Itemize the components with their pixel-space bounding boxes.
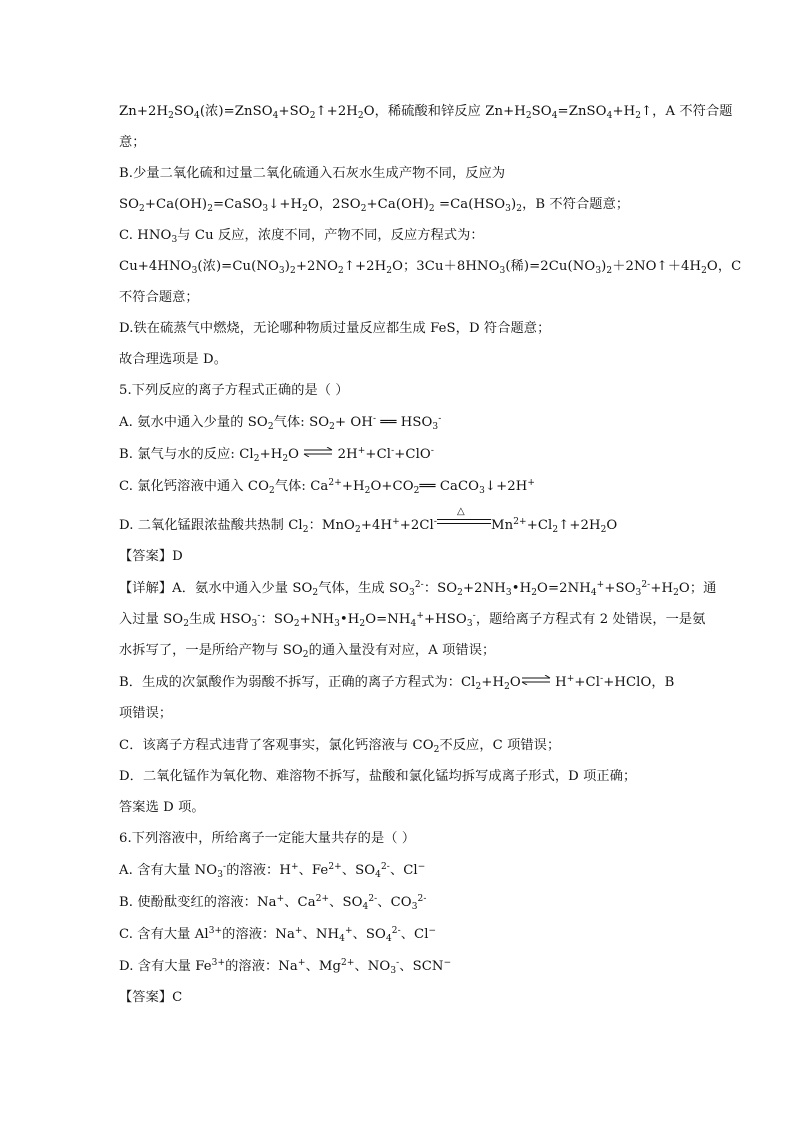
explanation-line: 水拆写了，一是所给产物与 $SO_2$的通入量没有对应，A 项错误； <box>119 643 496 660</box>
explanation-line: 入过量 $SO_2$生成 $HSO_3^-$：$SO_2+NH_3•H_2O=NH_4^++HSO_3^-$，题给离子方程式有 2 处错误，一是氨 <box>119 611 706 629</box>
explanation-line: 项错误； <box>119 706 173 721</box>
explanation-line: 【详解】A．氨水中通入少量 $SO_2$气体，生成 $SO_3^{2-}$：$SO_2+2NH_3•H_2O=2NH_4^++SO_3^{2-}+H_2O$；通 <box>119 580 717 598</box>
explanation-line: D．二氧化锰作为氧化物、难溶物不拆写，盐酸和氯化锰均拆写成离子形式，D 项正确； <box>119 769 637 784</box>
option-d: D. 二氧化锰跟浓盐酸共热制 $Cl_2$：MnO$_2$+4H++2Cl- △ $Mn^{2+}+Cl_2↑+2H_2O$ <box>119 516 617 535</box>
option-a: A. 氨水中通入少量的 $SO_2$气体: $SO_2+ OH^-$ ══ $HSO_3^-$ <box>119 414 442 432</box>
option-d: D. 含有大量 $Fe^{3+}$的溶液：Na+、$Mg^{2+}$、$NO_3^-$、SCN− <box>119 958 452 976</box>
reversible-arrow-icon <box>303 447 333 457</box>
question-title: 5.下列反应的离子方程式正确的是（ ） <box>119 383 349 398</box>
question-title: 6.下列溶液中，所给离子一定能大量共存的是（ ） <box>119 831 416 846</box>
explanation-line: C．该离子方程式违背了客观事实，氯化钙溶液与 $CO_2$不反应，C 项错误； <box>119 738 561 755</box>
option-c: C. 氯化钙溶液中通入 $CO_2$气体: $Ca^{2+}+H_2O+CO_2══$ CaCO$_3$↓+2H+ <box>119 478 535 496</box>
text-line: 不符合题意； <box>119 290 199 305</box>
option-a: A. 含有大量 $NO_3^-$的溶液：H+、$Fe^{2+}$、$SO_4^{2-}$、Cl− <box>119 862 426 880</box>
text-line: $Cu+4HNO_3$(浓)$=Cu(NO_3)_2+2NO_2↑+2H_2O$；$3Cu+8HNO_3$(稀)$=2Cu(NO_3)_2+2NO↑+4H_2O$，C <box>119 259 742 276</box>
text-line: $Zn+2H_2SO_4$(浓)$=ZnSO_4+SO_2↑+2H_2O$，稀硫酸和锌反应 $Zn+H_2SO_4=ZnSO_4+H_2↑$，A 不符合题 <box>119 104 733 121</box>
answer-label: 【答案】C <box>119 990 183 1005</box>
option-b: B. 使酚酞变红的溶液：Na+、$Ca^{2+}$、$SO_4^{2-}$、$CO_3^{2-}$ <box>119 894 427 912</box>
explanation-line: 答案选 D 项。 <box>119 800 205 815</box>
text-line: D.铁在硫蒸气中燃烧，无论哪种物质过量反应都生成 FeS，D 符合题意； <box>119 321 551 336</box>
text-line: C. $HNO_3$与 Cu 反应，浓度不同，产物不同，反应方程式为： <box>119 228 484 245</box>
reversible-arrow-icon <box>521 675 551 685</box>
explanation-line: B．生成的次氯酸作为弱酸不拆写，正确的离子方程式为：$Cl_2+H_2O$ H++Cl-+HClO，B <box>119 674 675 692</box>
heat-equals-sign <box>437 506 491 528</box>
text-line: 故合理选项是 D。 <box>119 352 227 367</box>
option-c: C. 含有大量 $Al^{3+}$的溶液：Na+、$NH_4^+$、$SO_4^{2-}$、Cl− <box>119 926 437 944</box>
text-line: 意； <box>119 135 146 150</box>
text-line: B.少量二氧化硫和过量二氧化硫通入石灰水生成产物不同，反应为 <box>119 166 506 181</box>
heat-triangle-icon: △ <box>457 506 465 517</box>
option-b: B. 氯气与水的反应: $Cl_2+H_2O$ 2H++Cl-+ClO- <box>119 446 434 464</box>
answer-label: 【答案】D <box>119 549 183 564</box>
text-line: $SO_2+Ca(OH)_2=CaSO_3↓+H_2O$，$2SO_2+Ca(OH)_2 =Ca(HSO_3)_2$，B 不符合题意； <box>119 197 630 214</box>
